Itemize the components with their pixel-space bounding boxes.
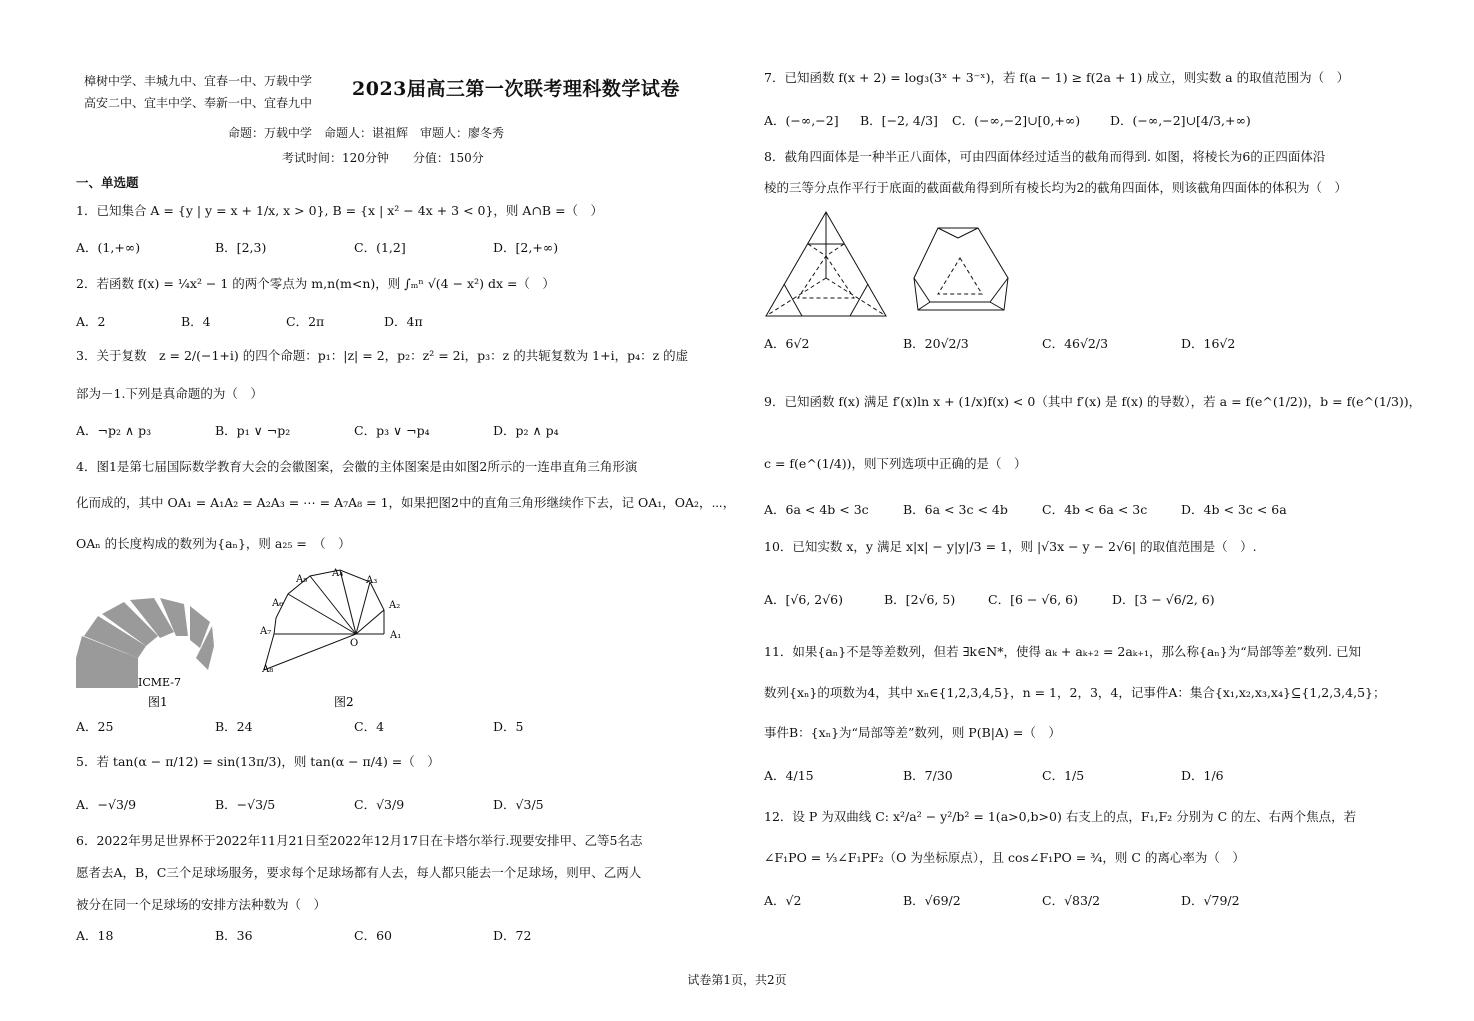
question-12-line-2: ∠F₁PO = ⅓∠F₁PF₂（O 为坐标原点），且 cos∠F₁PO = ¾，则 C 的离心率为（ ） [764,850,1245,865]
page-footer: 试卷第1页，共2页 [687,973,787,987]
option-c: C．60 [354,928,392,943]
options-q8 [764,334,1320,352]
option-c: C．√3/9 [354,797,405,812]
option-a: A．2 [76,314,106,329]
hidden-edge [766,278,826,316]
face-edge [938,228,958,238]
question-7: 7．已知函数 f(x + 2) = log₃(3ˣ + 3⁻ˣ)，若 f(a − 1) ≥ f(2a + 1) 成立，则实数 a 的取值范围为（ ） [764,70,1350,85]
option-a: A．18 [76,928,114,943]
tetrahedron-left [766,212,886,316]
options-q2 [76,312,482,330]
option-b: B．4 [181,314,211,329]
option-b: B．24 [215,719,253,734]
option-a: A．−√3/9 [76,797,137,812]
face-edge [990,302,1004,310]
face-edge [958,228,978,238]
question-4-line-3: OAₙ 的长度构成的数列为{aₙ}，则 a₂₅ = （ ） [76,536,351,551]
segment-oa3 [356,582,370,634]
option-a: A．¬p₂ ∧ p₃ [76,423,152,438]
option-d: D．1/6 [1181,768,1224,783]
truncated-outline [914,228,1008,310]
exam-time-score: 考试时间：120分钟 分值：150分 [282,151,484,165]
option-a: A．(−∞,−2] [764,113,839,128]
point-a2: A₂ [389,600,401,611]
page-title: 2023届高三第一次联考理科数学试卷 [352,78,680,100]
hidden-edge [808,244,826,256]
question-10: 10．已知实数 x，y 满足 x|x| − y|y|/3 = 1，则 |√3x − y − 2√6| 的取值范围是（ ）. [764,539,1257,554]
option-d: D．[2,+∞) [493,240,559,255]
point-a1: A₁ [390,630,402,641]
option-d: D．72 [493,928,532,943]
icme-logo-figure [76,596,216,716]
option-b: B．√69/2 [903,893,961,908]
segment-oa2 [356,610,384,634]
options-q9 [764,500,1320,518]
hidden-edge [826,278,886,316]
options-q7 [764,111,1290,129]
point-a6: A₆ [272,598,284,609]
option-c: C．[6 − √6, 6) [988,592,1079,607]
option-d: D．[3 − √6/2, 6) [1112,592,1215,607]
question-2: 2．若函数 f(x) = ¼x² − 1 的两个零点为 m,n(m<n)，则 ∫ₘⁿ √(4 − x²) dx =（ ） [76,276,555,291]
schools-list [84,70,312,114]
point-a5: A₅ [296,574,308,585]
option-b: B．[2,3) [215,240,267,255]
face-edge [918,302,930,310]
spiral-triangles-figure [256,562,426,712]
option-a: A．6a < 4b < 3c [764,502,869,517]
question-1: 1．已知集合 A = {y | y = x + 1/x, x > 0}, B = {x | x² − 4x + 3 < 0}，则 A∩B =（ ） [76,203,604,218]
option-a: A．[√6, 2√6) [764,592,844,607]
option-c: C．p₃ ∨ ¬p₄ [354,423,430,438]
question-4-line-1: 4．图1是第七届国际数学教育大会的会徽图案，会徽的主体图案是由如图2所示的一连串直角三角形演 [76,459,638,474]
question-6-line-2: 愿者去A，B，C三个足球场服务，要求每个足球场都有人去，每人都只能去一个足球场，则甲、乙两人 [76,865,642,880]
question-9-line-2: c = f(e^(1/4))，则下列选项中正确的是（ ） [764,456,1027,471]
option-b: B．6a < 3c < 4b [903,502,1008,517]
option-a: A．25 [76,719,114,734]
option-b: B．p₁ ∨ ¬p₂ [215,423,291,438]
option-d: D．(−∞,−2]∪[4/3,+∞) [1110,113,1251,128]
segment-oa8 [264,634,359,670]
options-q1 [76,238,632,256]
option-c: C．√83/2 [1042,893,1101,908]
options-q3 [76,421,632,439]
tetrahedron-right [914,228,1008,310]
cut-edge [784,284,802,316]
option-d: D．p₂ ∧ p₄ [493,423,559,438]
option-d: D．4π [384,314,423,329]
option-b: B．20√2/3 [903,336,969,351]
point-o: O [350,638,359,649]
option-d: D．√3/5 [493,797,544,812]
option-c: C．46√2/3 [1042,336,1109,351]
question-3-line-1: 3．关于复数 z = 2/(−1+i) 的四个命题：p₁：|z| = 2，p₂：z² = 2i，p₃：z 的共轭复数为 1+i，p₄：z 的虚 [76,348,689,363]
option-c: C．4 [354,719,385,734]
options-q6-visible [76,926,632,944]
fig2-label: 图2 [334,695,354,709]
fig1-label: 图1 [148,695,168,709]
segment-oa6 [288,594,356,634]
question-12-line-1: 12．设 P 为双曲线 C: x²/a² − y²/b² = 1(a>0,b>0) 右支上的点，F₁,F₂ 分别为 C 的左、右两个焦点，若 [764,809,1357,824]
point-a4: A₄ [332,568,344,579]
option-b: B．7/30 [903,768,953,783]
options-q10 [764,590,1251,608]
option-c: C．1/5 [1042,768,1085,783]
option-c: C．(1,2] [354,240,406,255]
question-11-line-2: 数列{xₙ}的项数为4，其中 xₙ∈{1,2,3,4,5}，n = 1，2，3，4，记事件A：集合{x₁,x₂,x₃,x₄}⊆{1,2,3,4,5}； [764,685,1386,700]
option-d: D．√79/2 [1181,893,1240,908]
option-a: A．6√2 [764,336,810,351]
truncated-tetrahedron-figure [764,206,1024,326]
schools-line-1: 樟树中学、丰城九中、宜春一中、万载中学 [84,74,313,88]
hidden-inner-triangle [938,258,982,294]
point-a3: A₃ [366,575,378,586]
question-9-line-1: 9．已知函数 f(x) 满足 f′(x)ln x + (1/x)f(x) < 0（其中 f′(x) 是 f(x) 的导数），若 a = f(e^(1/2))，b = f(e^(1/3))， [764,394,1422,409]
option-b: B．−√3/5 [215,797,276,812]
exam-authors: 命题：万载中学 命题人：谌祖辉 审题人：廖冬秀 [228,126,505,140]
option-b: B．[−2, 4/3] [860,113,938,128]
question-8-line-2: 棱的三等分点作平行于底面的截面截角得到所有棱长均为2的截角四面体，则该截角四面体的体积为（ ） [764,180,1347,195]
question-5: 5．若 tan(α − π/12) = sin(13π/3)，则 tan(α − π/4) =（ ） [76,754,440,769]
option-c: C．4b < 6a < 3c [1042,502,1148,517]
options-q5 [76,795,632,813]
option-d: D．4b < 3c < 6a [1181,502,1287,517]
question-11-line-3: 事件B：{xₙ}为“局部等差”数列，则 P(B|A) =（ ） [764,725,1061,740]
question-6-line-1: 6．2022年男足世界杯于2022年11月21日至2022年12月17日在卡塔尔举行.现要安排甲、乙等5名志 [76,833,643,848]
options-q4 [76,717,632,735]
option-d: D．16√2 [1181,336,1236,351]
option-b: B．36 [215,928,253,943]
question-11-line-1: 11．如果{aₙ}不是等差数列，但若 ∃k∈N*，使得 aₖ + aₖ₊₂ = 2aₖ₊₁，那么称{aₙ}为“局部等差”数列. 已知 [764,644,1361,659]
section-title: 一、单选题 [76,175,139,190]
option-c: C．(−∞,−2]∪[0,+∞) [952,113,1081,128]
fig1-caption: ICME-7 [138,676,181,689]
question-3-line-2: 部为－1.下列是真命题的为（ ） [76,386,263,401]
point-a7: A₇ [260,626,272,637]
option-c: C．2π [286,314,325,329]
option-a: A．(1,+∞) [76,240,141,255]
question-6-line-3: 被分在同一个足球场的安排方法种数为（ ） [76,897,327,912]
point-a8: A₈ [262,664,274,675]
hidden-edge [826,244,844,256]
question-4-line-2: 化而成的，其中 OA₁ = A₁A₂ = A₂A₃ = ⋯ = A₇A₈ = 1，如果把图2中的直角三角形继续作下去，记 OA₁，OA₂，⋯， [76,495,736,510]
schools-line-2: 高安二中、宜丰中学、奉新一中、宜春九中 [84,96,313,110]
cut-edge [850,284,868,316]
option-a: A．4/15 [764,768,814,783]
options-q12 [764,891,1320,909]
option-b: B．[2√6, 5) [884,592,956,607]
option-d: D．5 [493,719,524,734]
options-q11 [764,766,1320,784]
question-8-line-1: 8．截角四面体是一种半正八面体，可由四面体经过适当的截角而得到. 如图，将棱长为6的正四面体沿 [764,149,1326,164]
option-a: A．√2 [764,893,802,908]
